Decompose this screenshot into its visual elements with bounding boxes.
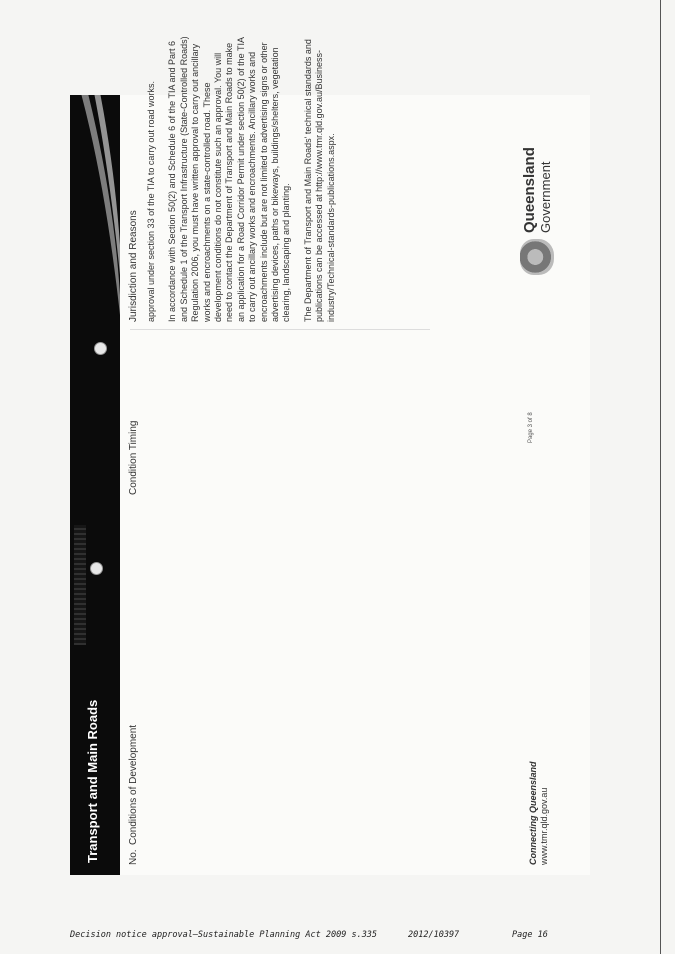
footer-tagline-block [528, 761, 550, 865]
queensland-government-logo [520, 100, 560, 275]
logo-line2: Government [538, 161, 553, 233]
logo-line1: Queensland [521, 147, 538, 233]
header-swoosh [70, 95, 120, 315]
paragraph-standards: The Department of Transport and Main Roads' technical standards and publications can be accessed at http://www.tmr.qld.gov.au/Business-industry/Technical-standards-publications.aspx. [302, 39, 336, 322]
bottom-reference: 2012/10397 [408, 930, 460, 940]
column-divider [130, 329, 430, 330]
bottom-page: Page 16 [512, 930, 548, 940]
footer-tagline: Connecting Queensland [528, 761, 538, 865]
header-band [70, 95, 120, 875]
page-number: Page 3 of 8 [528, 412, 534, 443]
footer-website: www.tmr.qld.gov.au [539, 787, 549, 865]
column-header-timing: Condition Timing [128, 420, 139, 495]
page-header-title: Transport and Main Roads [85, 699, 100, 863]
column-header-conditions: Conditions of Development [128, 724, 139, 845]
bottom-left-text: Decision notice approval—Sustainable Planning Act 2009 s.335 [70, 930, 378, 940]
paragraph-accordance: In accordance with Section 50(2) and Schedule 6 of the TIA and Part 6 and Schedule 1 of the Transport Infrastructure (State-Controlled Roads) Regulation 2006, you must have written approval to carry out ancillary works and encroachments on a state-controlled road. These development conditions do not constitute such an approval. You will need to contact the Department of Transport and Main Roads to make an application for a Road Corridor Permit under section 50(2) of the TIA to carry out ancillary works and encroachments. Ancillary works and encroachments include but are not limited to advertising signs or other advertising devices, paths or bikeways, buildings/shelters, vegetation clearing, landscaping and planting. [167, 36, 292, 322]
coat-of-arms-icon [520, 239, 554, 275]
paragraph-approval: approval under section 33 of the TIA to carry out road works. [146, 81, 156, 322]
header-dot-right [94, 342, 107, 355]
header-dot-left [90, 562, 103, 575]
column-header-jurisdiction: Jurisdiction and Reasons [128, 210, 139, 322]
jurisdiction-text [146, 32, 347, 322]
page-edge-line [660, 0, 661, 954]
header-texture [74, 525, 86, 645]
column-header-no: No. [128, 849, 139, 865]
rotated-document-page [70, 36, 590, 875]
